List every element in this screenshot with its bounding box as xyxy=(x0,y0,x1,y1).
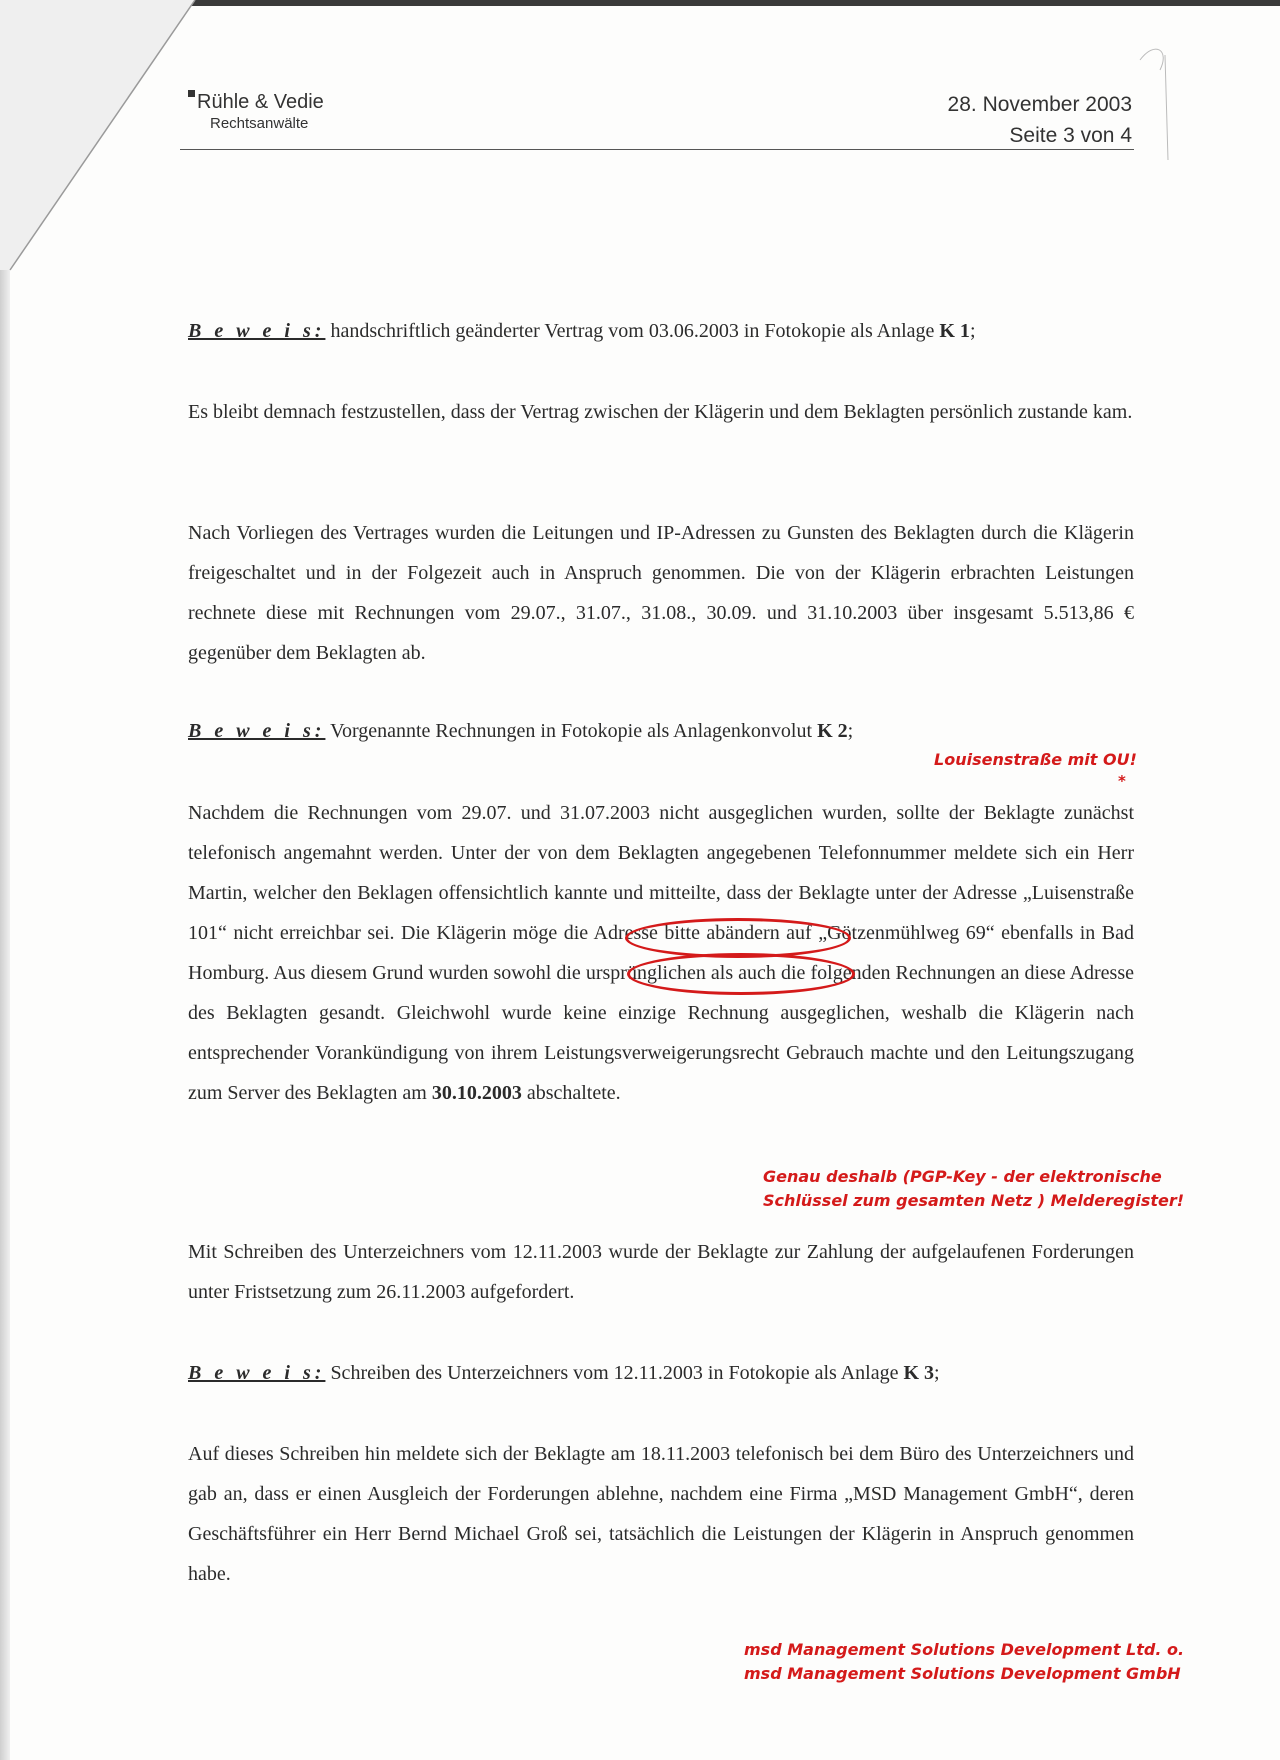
address-goetzenmuehlweg: „Götzenmühlweg 69“ xyxy=(818,922,995,944)
beweis-text: Vorgenannte Rechnungen in Fotokopie als Anlagenkonvolut xyxy=(325,720,818,742)
page-number: Seite 3 von 4 xyxy=(1009,124,1132,147)
header-divider xyxy=(180,149,1134,150)
paragraph-3-part-b: nicht erreichbar sei. Die Klägerin möge die Adresse bitte abändern auf xyxy=(226,922,819,944)
exhibit-ref: K 2 xyxy=(817,720,848,742)
annotation-line: msd Management Solutions Development GmbH xyxy=(744,1664,1181,1683)
beweis-label: B e w e i s: xyxy=(188,720,326,742)
firm-subtitle: Rechtsanwälte xyxy=(210,115,309,132)
beweis-text: Schreiben des Unterzeichners vom 12.11.2003 in Fotokopie als Anlage xyxy=(325,1362,904,1384)
address-luisenstrasse: „Luisenstraße 101“ xyxy=(188,882,1134,944)
beweis-end: ; xyxy=(934,1362,940,1384)
beweis-text: handschriftlich geänderter Vertrag vom 03.06.2003 in Fotokopie als Anlage xyxy=(325,320,940,342)
paragraph-5: Auf dieses Schreiben hin meldete sich der Beklagte am 18.11.2003 telefonisch bei dem Büro des Unterzeichners und gab an, dass er einen Ausgleich der Forderungen ablehne, nachdem eine Firma „MSD Management GmbH“, deren Geschäftsführer ein Herr Bernd Michael Groß sei, tatsächlich die Leistungen der Klägerin in Anspruch genommen habe. xyxy=(188,1443,1134,1585)
letterhead xyxy=(188,90,324,132)
beweis-k1 xyxy=(188,311,1134,351)
paragraph-4: Mit Schreiben des Unterzeichners vom 12.11.2003 wurde der Beklagte zur Zahlung der aufgelaufenen Forderungen unter Fristsetzung zum 26.11.2003 aufgefordert. xyxy=(188,1241,1134,1303)
beweis-k3 xyxy=(188,1353,1134,1393)
beweis-end: ; xyxy=(847,720,854,742)
scan-edge-left xyxy=(0,0,10,1760)
annotation-line: Genau deshalb (PGP-Key - der elektronische xyxy=(763,1167,1162,1186)
paragraph-2: Nach Vorliegen des Vertrages wurden die Leitungen und IP-Adressen zu Gunsten des Beklagten durch die Klägerin freigeschaltet und in der Folgezeit auch in Anspruch genommen. Die von der Klägerin erbrachten Leistungen rechnete diese mit Rechnungen vom 29.07., 31.07., 31.08., 30.09. und 31.10.2003 über insgesamt 5.513,86 € gegenüber dem Beklagten ab. xyxy=(188,522,1134,664)
paragraph-3 xyxy=(188,793,1134,1113)
paragraph-1: Es bleibt demnach festzustellen, dass der Vertrag zwischen der Klägerin und dem Beklagten persönlich zustande kam. xyxy=(188,401,1133,423)
annotation-pgp-key xyxy=(763,1165,1184,1213)
firm-name: Rühle & Vedie xyxy=(188,90,324,114)
annotation-louisenstrasse: Louisenstraße mit OU! xyxy=(934,750,1137,769)
beweis-k2 xyxy=(188,711,1134,751)
beweis-end: ; xyxy=(969,320,976,342)
paragraph-3-part-c: ebenfalls in Bad Homburg. Aus diesem Grund wurden sowohl die ursprünglichen als auch die folgenden Rechnungen an diese Adresse des Beklagten gesandt. Gleichwohl wurde keine einzige Rechnung ausgeglichen, weshalb die Klägerin nach entsprechender Vorankündigung von ihrem Leistungsverweigerungsrecht Gebrauch machte und den Leitungszugang zum Server des Beklagten am xyxy=(188,922,1134,1104)
paragraph-3-part-d: abschaltete. xyxy=(521,1082,621,1104)
annotation-star: * xyxy=(1118,772,1126,790)
paragraph-3-part-a: Nachdem die Rechnungen vom 29.07. und 31.07.2003 nicht ausgeglichen wurden, sollte der Beklagte zunächst telefonisch angemahnt werden. Unter der von dem Beklagten angegebenen Telefonnummer meldete sich ein Herr Martin, welcher den Beklagen offensichtlich kannte und mitteilte, dass der Beklagte unter der Adresse xyxy=(188,802,1134,904)
annotation-line: msd Management Solutions Development Ltd. o. xyxy=(744,1640,1185,1659)
annotation-msd xyxy=(744,1638,1184,1686)
letter-date: 28. November 2003 xyxy=(947,93,1132,116)
shutdown-date: 30.10.2003 xyxy=(431,1082,522,1104)
scan-edge-top xyxy=(0,0,1280,6)
exhibit-ref: K 3 xyxy=(903,1362,935,1384)
header-meta xyxy=(948,89,1132,151)
annotation-line: Schlüssel zum gesamten Netz ) Melderegister! xyxy=(763,1191,1185,1210)
beweis-label: B e w e i s: xyxy=(188,320,326,342)
beweis-label: B e w e i s: xyxy=(188,1362,326,1384)
exhibit-ref: K 1 xyxy=(939,320,970,342)
